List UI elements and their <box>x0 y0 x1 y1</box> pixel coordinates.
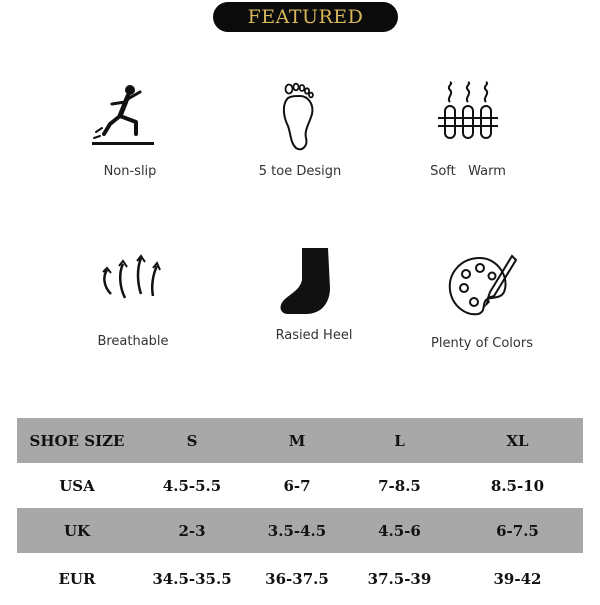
feature-plenty-of-colors <box>397 252 567 351</box>
table-cell: 34.5-35.5 <box>152 570 232 588</box>
size-table-row-eur <box>17 553 583 605</box>
table-cell: 2-3 <box>137 508 247 553</box>
feature-label: 5 toe Design <box>258 164 342 179</box>
table-cell: L <box>347 418 452 463</box>
table-cell: S <box>137 418 247 463</box>
table-cell: XL <box>452 418 583 463</box>
row-label: SHOE SIZE <box>17 418 137 463</box>
warm-tubes-icon <box>428 80 508 156</box>
table-cell: 4.5-6 <box>347 508 452 553</box>
table-cell: 7-8.5 <box>378 476 421 495</box>
row-label: EUR <box>58 570 96 588</box>
size-table-row-uk <box>17 508 583 553</box>
feature-label: Plenty of Colors <box>431 336 533 351</box>
row-label: UK <box>17 508 137 553</box>
feature-label: Non-slip <box>103 164 157 179</box>
size-table-row-usa <box>17 463 583 508</box>
feature-raised-heel <box>229 244 399 343</box>
slipping-person-icon <box>90 80 170 156</box>
feature-soft-warm <box>383 80 553 179</box>
table-cell: M <box>247 418 347 463</box>
table-cell: 3.5-4.5 <box>247 508 347 553</box>
sock-icon <box>274 244 354 320</box>
size-table-header-row <box>17 418 583 463</box>
table-cell: 6-7 <box>283 476 311 495</box>
footprint-icon <box>260 80 340 156</box>
featured-badge <box>213 2 398 32</box>
row-label: USA <box>59 476 95 495</box>
feature-label: Soft Warm <box>430 164 506 179</box>
table-cell: 4.5-5.5 <box>162 476 222 495</box>
table-cell: 37.5-39 <box>367 570 432 588</box>
featured-title: FEATURED <box>247 6 364 28</box>
feature-label: Breathable <box>97 334 169 349</box>
feature-breathable <box>48 250 218 349</box>
airflow-arrows-icon <box>93 250 173 326</box>
table-cell: 39-42 <box>493 570 542 588</box>
table-cell: 6-7.5 <box>452 508 583 553</box>
feature-non-slip <box>45 80 215 179</box>
table-cell: 36-37.5 <box>265 570 329 588</box>
size-chart-table <box>17 418 583 605</box>
feature-5-toe-design <box>215 80 385 179</box>
table-cell: 8.5-10 <box>490 476 545 495</box>
feature-label: Rasied Heel <box>275 328 353 343</box>
palette-brush-icon <box>442 252 522 328</box>
